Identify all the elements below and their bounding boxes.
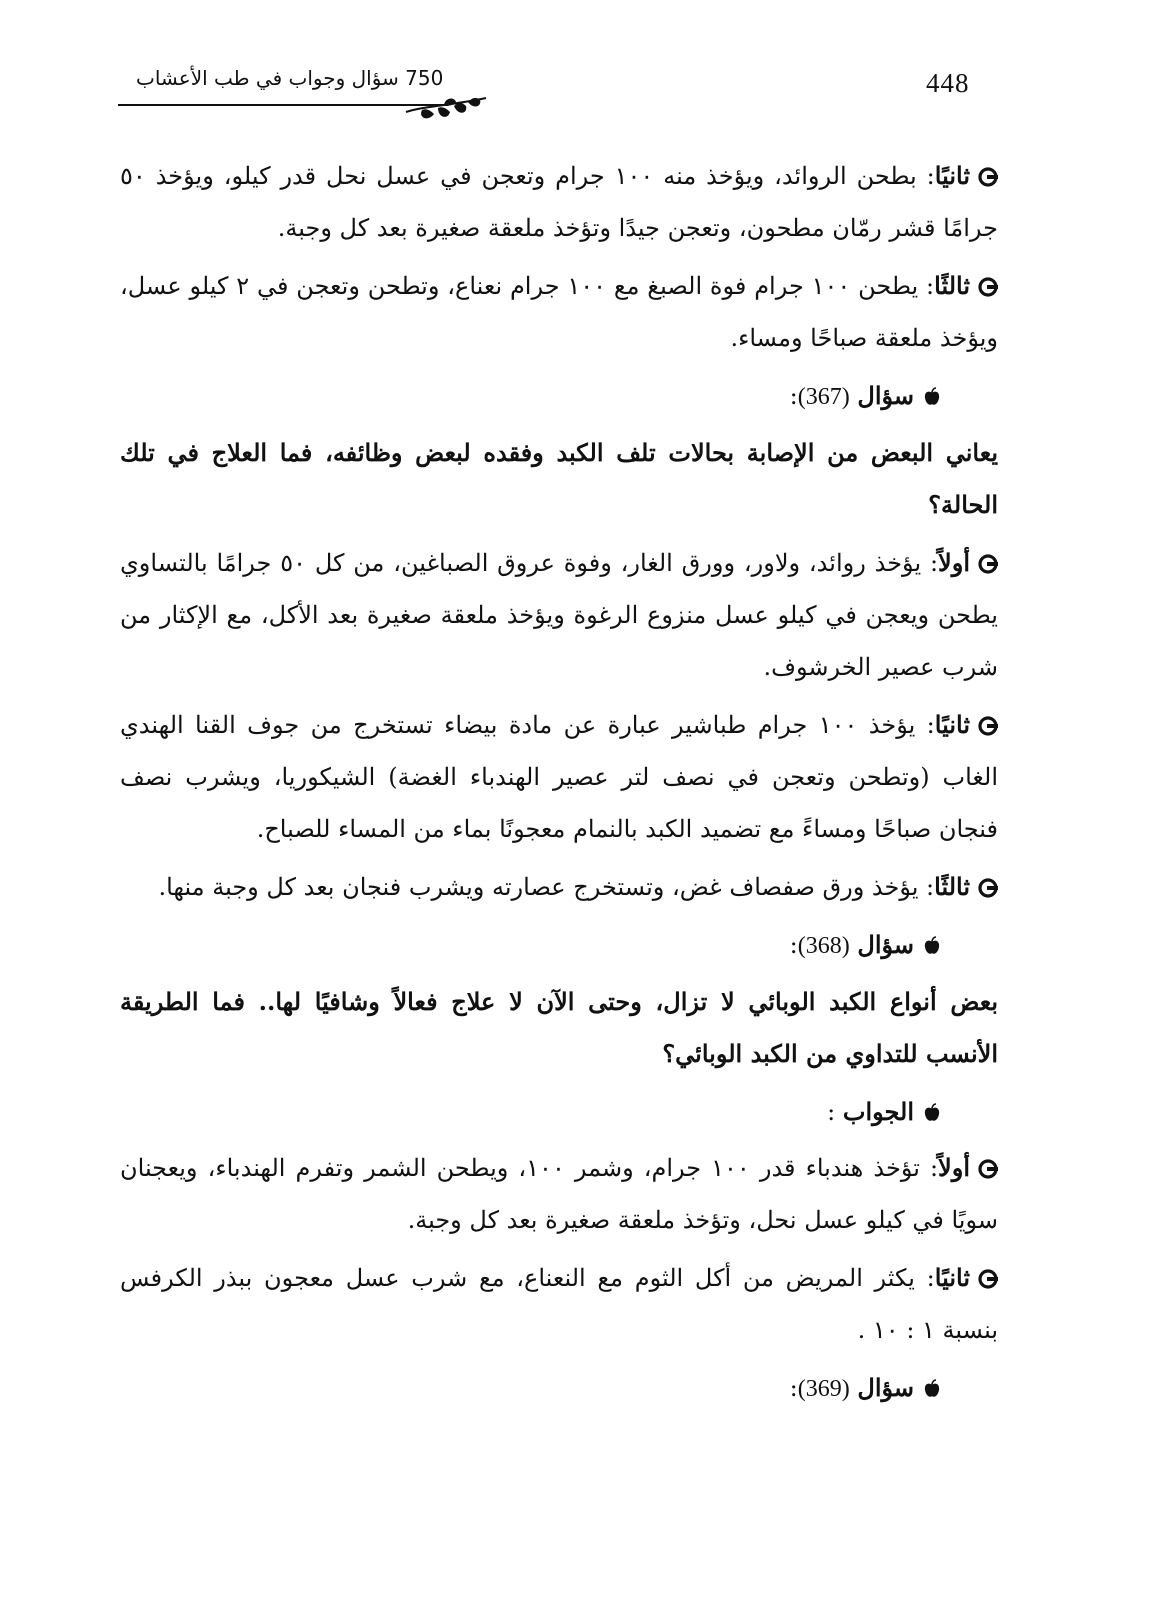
paragraph-text: : يؤخذ ١٠٠ جرام طباشير عبارة عن مادة بيضاء تستخرج من جوف القنا الهندي الغاب (وتطحن وتعجن في نصف لتر عصير الهندباء الغضة) الشيكوريا، ويشرب نصف فنجان صباحًا ومساءً مع تضميد الكبد بالنمام معجونًا بماء من المساء للصباح. <box>120 711 998 843</box>
paragraph <box>120 260 998 364</box>
paragraph <box>120 861 998 913</box>
question-text: يعاني البعض من الإصابة بحالات تلف الكبد وفقده لبعض وظائفه، فما العلاج في تلك الحالة؟ <box>120 438 998 519</box>
question-suffix: : <box>789 931 798 959</box>
question-text: بعض أنواع الكبد الوبائي لا تزال، وحتى الآن لا علاج فعالاً وشافيًا لها.. فما الطريقة الأنسب للتداوي من الكبد الوبائي؟ <box>120 987 998 1068</box>
book-title: 750 سؤال وجواب في طب الأعشاب <box>136 66 444 90</box>
question-label: سؤال <box>857 381 914 410</box>
paragraph-text: : يطحن ١٠٠ جرام فوة الصبغ مع ١٠٠ جرام نعناع، وتطحن وتعجن في ٢ كيلو عسل، ويؤخذ ملعقة صباحًا ومساء. <box>120 272 998 352</box>
paragraph-label: أولاً <box>938 548 970 577</box>
paragraph-label: ثانيًا <box>934 710 970 739</box>
apple-icon <box>922 387 942 407</box>
answer-heading <box>120 1086 998 1138</box>
question-number: (369) <box>797 1376 850 1402</box>
bullet-circle-arrow-icon <box>978 167 998 187</box>
paragraph-label: ثانيًا <box>934 161 970 190</box>
question-heading <box>120 919 998 972</box>
paragraph-text: : يؤخذ روائد، ولاور، وورق الغار، وفوة عروق الصباغين، من كل ٥٠ جرامًا بالتساوي يطحن ويعجن في كيلو عسل منزوع الرغوة ويؤخذ ملعقة صغيرة بعد الأكل، مع الإكثار من شرب عصير الخرشوف. <box>120 549 998 681</box>
header-rule <box>118 104 448 106</box>
apple-icon <box>922 936 942 956</box>
bullet-circle-arrow-icon <box>978 716 998 736</box>
page-header <box>118 58 988 134</box>
answer-suffix: : <box>827 1098 836 1126</box>
paragraph <box>120 699 998 855</box>
question-suffix: : <box>789 1374 798 1402</box>
question-label: سؤال <box>857 1373 914 1402</box>
page-body <box>120 150 998 1450</box>
paragraph-text: : بطحن الروائد، ويؤخذ منه ١٠٠ جرام وتعجن في عسل نحل قدر كيلو، ويؤخذ ٥٠ جرامًا قشر رمّان مطحون، وتعجن جيدًا وتؤخذ ملعقة صغيرة بعد كل وجبة. <box>120 162 998 242</box>
question-heading <box>120 370 998 423</box>
leaf-ornament-icon <box>404 94 488 124</box>
paragraph-label: ثانيًا <box>934 1263 970 1292</box>
paragraph-label: أولاً <box>938 1153 970 1182</box>
paragraph <box>120 1252 998 1356</box>
paragraph-text: : يؤخذ ورق صفصاف غض، وتستخرج عصارته ويشرب فنجان بعد كل وجبة منها. <box>158 873 935 901</box>
page-number: 448 <box>926 68 970 98</box>
paragraph <box>120 537 998 693</box>
bullet-circle-arrow-icon <box>978 878 998 898</box>
paragraph-label: ثالثًا <box>934 872 970 901</box>
paragraph <box>120 150 998 254</box>
paragraph <box>120 1142 998 1246</box>
question-number: (367) <box>797 384 850 410</box>
question-heading <box>120 1362 998 1415</box>
apple-icon <box>922 1103 942 1123</box>
apple-icon <box>922 1379 942 1399</box>
paragraph-text: : تؤخذ هندباء قدر ١٠٠ جرام، وشمر ١٠٠، ويطحن الشمر وتفرم الهندباء، ويعجنان سويًا في كيلو عسل نحل، وتؤخذ ملعقة صغيرة بعد كل وجبة. <box>120 1154 998 1234</box>
answer-label: الجواب <box>842 1097 914 1126</box>
question-suffix: : <box>789 382 798 410</box>
paragraph-label: ثالثًا <box>934 271 971 300</box>
bullet-circle-arrow-icon <box>978 1159 998 1179</box>
question-label: سؤال <box>857 930 914 959</box>
bullet-circle-arrow-icon <box>978 554 998 574</box>
paragraph-text: : يكثر المريض من أكل الثوم مع النعناع، مع شرب عسل معجون ببذر الكرفس بنسبة ١ : ١٠ . <box>120 1264 998 1344</box>
question-number: (368) <box>797 933 850 959</box>
bullet-circle-arrow-icon <box>978 277 998 297</box>
bullet-circle-arrow-icon <box>978 1269 998 1289</box>
